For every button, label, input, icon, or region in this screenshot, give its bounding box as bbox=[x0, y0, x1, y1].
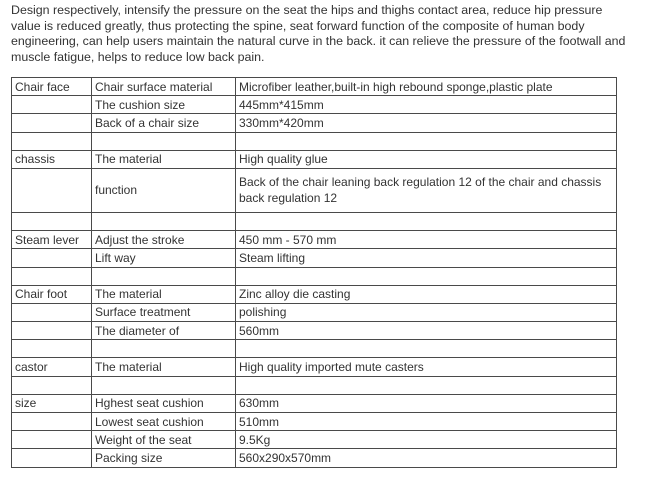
category-cell: Steam lever bbox=[12, 231, 92, 249]
value-cell: polishing bbox=[236, 303, 617, 321]
value-cell: Steam lifting bbox=[236, 249, 617, 267]
category-cell bbox=[12, 168, 92, 212]
value-cell: Microfiber leather,built-in high rebound sponge,plastic plate bbox=[236, 78, 617, 96]
value-cell bbox=[236, 340, 617, 358]
attribute-cell bbox=[92, 132, 236, 150]
category-cell bbox=[12, 322, 92, 340]
attribute-cell: Adjust the stroke bbox=[92, 231, 236, 249]
table-row bbox=[12, 394, 617, 412]
category-cell: Chair face bbox=[12, 78, 92, 96]
category-cell bbox=[12, 431, 92, 449]
value-cell bbox=[236, 267, 617, 285]
attribute-cell: Chair surface material bbox=[92, 78, 236, 96]
table-row bbox=[12, 413, 617, 431]
category-cell bbox=[12, 132, 92, 150]
value-cell: 9.5Kg bbox=[236, 431, 617, 449]
table-row bbox=[12, 231, 617, 249]
attribute-cell bbox=[92, 212, 236, 230]
category-cell bbox=[12, 114, 92, 132]
attribute-cell: Packing size bbox=[92, 449, 236, 467]
table-row bbox=[12, 322, 617, 340]
spacer-row bbox=[12, 132, 617, 150]
attribute-cell: Hghest seat cushion bbox=[92, 394, 236, 412]
table-row bbox=[12, 358, 617, 376]
attribute-cell: The cushion size bbox=[92, 96, 236, 114]
spacer-row bbox=[12, 340, 617, 358]
spec-table bbox=[11, 77, 617, 468]
attribute-cell: function bbox=[92, 168, 236, 212]
table-row bbox=[12, 431, 617, 449]
table-row bbox=[12, 168, 617, 212]
value-cell bbox=[236, 376, 617, 394]
category-cell bbox=[12, 249, 92, 267]
category-cell bbox=[12, 96, 92, 114]
category-cell: size bbox=[12, 394, 92, 412]
attribute-cell: Lowest seat cushion bbox=[92, 413, 236, 431]
attribute-cell: The diameter of bbox=[92, 322, 236, 340]
category-cell bbox=[12, 267, 92, 285]
category-cell bbox=[12, 449, 92, 467]
category-cell: castor bbox=[12, 358, 92, 376]
value-cell bbox=[236, 132, 617, 150]
intro-paragraph: Design respectively, intensify the pressure on the seat the hips and thighs contact area, reduce hip pressure value is reduced greatly, thus protecting the spine, seat forward function of the composite of human body engineering, can help users maintain the natural curve in the back. it can relieve the pressure of the footwall and muscle fatigue, helps to reduce low back pain. bbox=[11, 3, 626, 64]
value-cell: 330mm*420mm bbox=[236, 114, 617, 132]
value-cell: 510mm bbox=[236, 413, 617, 431]
category-cell bbox=[12, 376, 92, 394]
category-cell bbox=[12, 340, 92, 358]
value-cell: Zinc alloy die casting bbox=[236, 285, 617, 303]
table-row bbox=[12, 303, 617, 321]
value-cell: High quality glue bbox=[236, 150, 617, 168]
table-row bbox=[12, 285, 617, 303]
table-row bbox=[12, 449, 617, 467]
table-row bbox=[12, 96, 617, 114]
value-cell: 560mm bbox=[236, 322, 617, 340]
attribute-cell: Lift way bbox=[92, 249, 236, 267]
attribute-cell bbox=[92, 267, 236, 285]
attribute-cell: Weight of the seat bbox=[92, 431, 236, 449]
value-cell: 445mm*415mm bbox=[236, 96, 617, 114]
attribute-cell bbox=[92, 376, 236, 394]
table-row bbox=[12, 249, 617, 267]
attribute-cell: Back of a chair size bbox=[92, 114, 236, 132]
spacer-row bbox=[12, 267, 617, 285]
category-cell bbox=[12, 303, 92, 321]
value-cell: High quality imported mute casters bbox=[236, 358, 617, 376]
table-row bbox=[12, 114, 617, 132]
table-row bbox=[12, 150, 617, 168]
spacer-row bbox=[12, 376, 617, 394]
category-cell bbox=[12, 413, 92, 431]
spacer-row bbox=[12, 212, 617, 230]
table-row bbox=[12, 78, 617, 96]
value-cell: 630mm bbox=[236, 394, 617, 412]
value-cell bbox=[236, 212, 617, 230]
category-cell bbox=[12, 212, 92, 230]
value-cell: 560x290x570mm bbox=[236, 449, 617, 467]
attribute-cell bbox=[92, 340, 236, 358]
category-cell: chassis bbox=[12, 150, 92, 168]
attribute-cell: The material bbox=[92, 285, 236, 303]
attribute-cell: Surface treatment bbox=[92, 303, 236, 321]
value-cell: Back of the chair leaning back regulation 12 of the chair and chassis back regulation 12 bbox=[236, 168, 617, 212]
category-cell: Chair foot bbox=[12, 285, 92, 303]
attribute-cell: The material bbox=[92, 358, 236, 376]
value-cell: 450 mm - 570 mm bbox=[236, 231, 617, 249]
attribute-cell: The material bbox=[92, 150, 236, 168]
